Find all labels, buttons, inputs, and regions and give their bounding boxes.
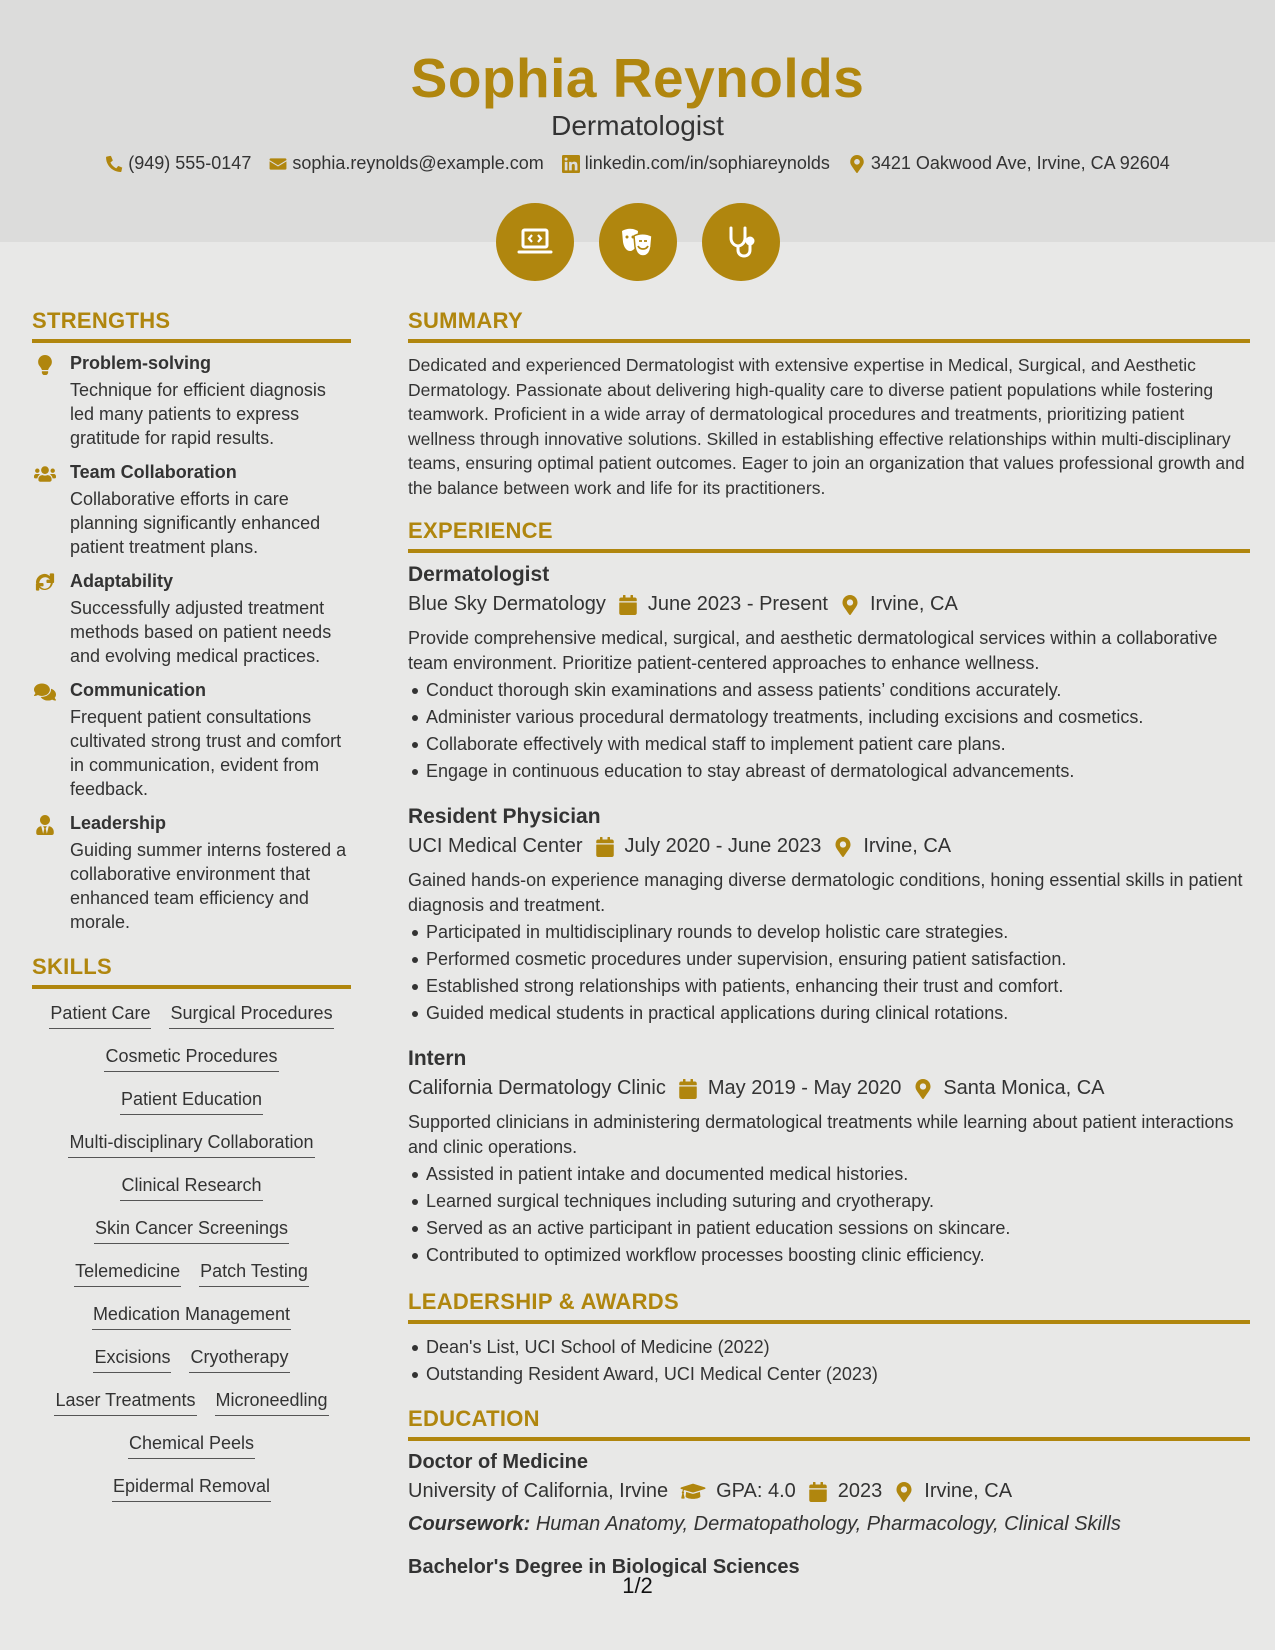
strength-desc: Collaborative efforts in care planning significantly enhanced patient treatment plans. [70,489,321,557]
user-tie-icon [34,815,56,835]
job-entry [408,563,1250,785]
strength-item [32,353,351,450]
list-item: Learned surgical techniques including suturing and cryotherapy. [408,1188,1250,1215]
skill-tag: Microneedling [215,1390,329,1416]
skill-tag: Excisions [93,1347,171,1373]
list-item: Guided medical students in practical applications during clinical rotations. [408,1000,1250,1027]
map-marker-icon [894,1482,914,1502]
map-marker-icon [840,595,860,615]
contact-bar [0,153,1275,174]
strength-item [32,813,351,934]
skill-tag: Epidermal Removal [112,1476,271,1502]
gpa-text: GPA: 4.0 [716,1480,796,1502]
calendar-icon [595,837,615,857]
job-role: Intern [408,1047,467,1070]
skill-tag: Patient Care [49,1003,151,1029]
job-location: Santa Monica, CA [943,1077,1105,1099]
skill-tag: Laser Treatments [54,1390,196,1416]
skill-tag: Telemedicine [74,1261,181,1287]
strength-item [32,571,351,668]
job-location: Irvine, CA [863,835,952,857]
strength-name: Communication [70,680,207,700]
phone-text: (949) 555-0147 [128,153,252,173]
laptop-code-icon [496,203,574,281]
job-entry [408,1047,1250,1269]
sync-icon [34,573,56,593]
map-marker-icon [913,1079,933,1099]
graduation-year: 2023 [837,1480,883,1502]
comments-icon [34,682,56,702]
strengths-heading: STRENGTHS [32,308,351,343]
skill-tag: Multi-disciplinary Collaboration [68,1132,314,1158]
summary-heading: SUMMARY [408,308,1250,343]
candidate-title: Dermatologist [551,110,724,141]
job-bullets [408,919,1250,1027]
strength-name: Team Collaboration [70,462,237,482]
list-item: Performed cosmetic procedures under supervision, ensuring patient satisfaction. [408,946,1250,973]
strength-name: Problem-solving [70,353,212,373]
calendar-icon [808,1482,828,1502]
skill-tag: Surgical Procedures [169,1003,333,1029]
page-number: 1/2 [622,1573,653,1598]
stethoscope-icon [702,203,780,281]
education-meta [408,1480,1250,1503]
job-dates: June 2023 - Present [647,593,828,615]
skill-tag: Clinical Research [120,1175,262,1201]
job-location: Irvine, CA [870,593,958,615]
job-description: Provide comprehensive medical, surgical, and aesthetic dermatological services within a collaborative team environment. Prioritize patient-centered approaches to enhance wellness. [408,628,1218,673]
skill-tag: Cryotherapy [189,1347,289,1373]
list-item: Dean's List, UCI School of Medicine (2022) [408,1334,1250,1361]
list-item: Assisted in patient intake and documented medical histories. [408,1161,1250,1188]
job-meta [408,835,1250,858]
awards-heading: LEADERSHIP & AWARDS [408,1289,1250,1324]
skills-heading: SKILLS [32,954,351,989]
users-icon [34,464,56,484]
contact-address [848,153,1170,174]
job-bullets [408,677,1250,785]
coursework-text: Human Anatomy, Dermatopathology, Pharmacology, Clinical Skills [535,1513,1121,1535]
contact-email[interactable] [269,153,543,174]
left-column [32,308,351,1502]
coursework-label: Coursework: [408,1513,531,1535]
skill-tag: Cosmetic Procedures [104,1046,278,1072]
skill-tag: Chemical Peels [128,1433,255,1459]
list-item: Served as an active participant in patient education sessions on skincare. [408,1215,1250,1242]
calendar-icon [678,1079,698,1099]
degree-title: Doctor of Medicine [408,1451,589,1473]
list-item: Established strong relationships with patients, enhancing their trust and comfort. [408,973,1250,1000]
skill-tag: Medication Management [92,1304,291,1330]
list-item: Collaborate effectively with medical staff to implement patient care plans. [408,731,1250,758]
list-item: Engage in continuous education to stay abreast of dermatological advancements. [408,758,1250,785]
email-text: sophia.reynolds@example.com [292,153,544,173]
job-role: Resident Physician [408,805,601,828]
linkedin-icon [562,155,580,173]
strength-name: Leadership [70,813,167,833]
education-heading: EDUCATION [408,1406,1250,1441]
skill-tag: Patch Testing [199,1261,309,1287]
job-dates: May 2019 - May 2020 [707,1077,902,1099]
strength-desc: Technique for efficient diagnosis led many patients to express gratitude for rapid results. [70,380,326,448]
lightbulb-icon [34,355,56,375]
theater-masks-icon [599,203,677,281]
job-bullets [408,1161,1250,1269]
skill-tag: Skin Cancer Screenings [94,1218,289,1244]
list-item: Contributed to optimized workflow processes boosting clinic efficiency. [408,1242,1250,1269]
job-company: Blue Sky Dermatology [408,593,606,615]
job-company: UCI Medical Center [408,835,583,857]
right-column [408,308,1250,1585]
summary-text: Dedicated and experienced Dermatologist with extensive expertise in Medical, Surgical, and Aesthetic Dermatology. Passionate about delivering high-quality care to diverse patient populations while fostering teamwork. Proficient in a wide array of dermatological procedures and treatments, prioritizing patient wellness through innovative solutions. Skilled in establishing effective relationships within multi-disciplinary teams, ensuring optimal patient outcomes. Eager to join an organization that values professional growth and the balance between work and life for its practitioners. [408,355,1245,498]
strength-desc: Guiding summer interns fostered a collaborative environment that enhanced team efficiency and morale. [70,840,347,932]
list-item: Conduct thorough skin examinations and assess patients’ conditions accurately. [408,677,1250,704]
job-description: Gained hands-on experience managing diverse dermatologic conditions, honing essential skills in patient diagnosis and treatment. [408,870,1243,915]
map-marker-icon [833,837,853,857]
map-marker-icon [848,155,866,173]
phone-icon [105,155,123,173]
contact-phone[interactable] [105,153,251,174]
job-role: Dermatologist [408,563,550,586]
job-meta [408,1077,1250,1100]
coursework-line [408,1513,1250,1536]
strength-item [32,680,351,801]
skill-tag: Patient Education [120,1089,263,1115]
degree-title: Bachelor's Degree in Biological Sciences [408,1556,800,1578]
list-item: Administer various procedural dermatology treatments, including excisions and cosmetics. [408,704,1250,731]
skills-list [32,999,351,1502]
list-item: Participated in multidisciplinary rounds to develop holistic care strategies. [408,919,1250,946]
awards-list [408,1334,1250,1388]
candidate-name: Sophia Reynolds [410,47,865,109]
header-icon-row [0,203,1275,281]
graduation-cap-icon [680,1482,706,1502]
address-text: 3421 Oakwood Ave, Irvine, CA 92604 [870,153,1170,173]
list-item: Outstanding Resident Award, UCI Medical Center (2023) [408,1361,1250,1388]
strength-name: Adaptability [70,571,174,591]
school-name: University of California, Irvine [408,1480,669,1502]
job-entry [408,805,1250,1027]
calendar-icon [618,595,638,615]
school-location: Irvine, CA [924,1480,1013,1502]
job-meta [408,593,1250,616]
strength-item [32,462,351,559]
job-dates: July 2020 - June 2023 [624,835,822,857]
job-description: Supported clinicians in administering dermatological treatments while learning about patient interactions and clinic operations. [408,1112,1234,1157]
strength-desc: Frequent patient consultations cultivated strong trust and comfort in communication, evident from feedback. [70,707,342,799]
strength-desc: Successfully adjusted treatment methods based on patient needs and evolving medical practices. [70,598,332,666]
contact-linkedin[interactable] [562,153,830,174]
job-company: California Dermatology Clinic [408,1077,666,1099]
envelope-icon [269,155,287,173]
linkedin-text: linkedin.com/in/sophiareynolds [584,153,830,173]
experience-heading: EXPERIENCE [408,518,1250,553]
